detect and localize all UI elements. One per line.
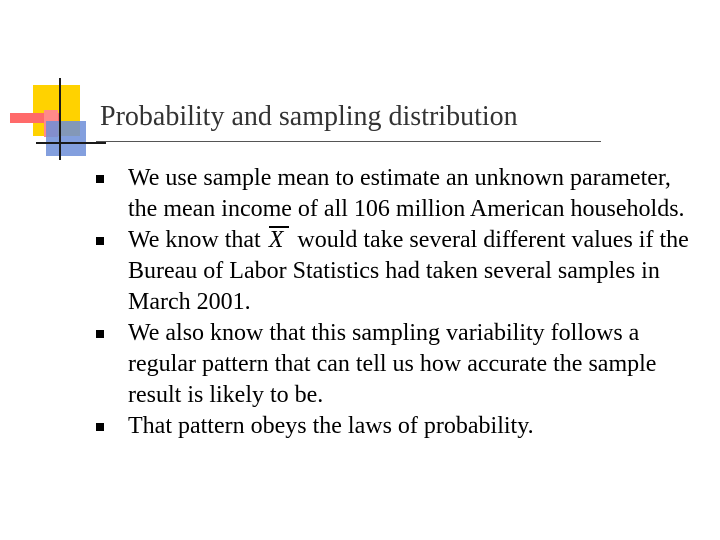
- bullet-text: We also know that this sampling variability follows a regular pattern that can tell us how accurate the sample result is likely to be.: [128, 320, 657, 408]
- bullet-item: [96, 318, 696, 411]
- bullet-text: That pattern obeys the laws of probability.: [128, 413, 534, 439]
- bullet-text: We use sample mean to estimate an unknown parameter, the mean income of all 106 million American households.: [128, 165, 685, 222]
- bullet-list: [96, 163, 696, 442]
- title-underline: [96, 141, 601, 142]
- bullet-item: [96, 163, 696, 225]
- bullet-item: [96, 411, 696, 442]
- ornament-horizontal-line: [36, 142, 106, 144]
- bullet-square-icon: [96, 423, 104, 431]
- bullet-square-icon: [96, 175, 104, 183]
- corner-ornament: [0, 0, 120, 170]
- slide-title: Probability and sampling distribution: [100, 101, 518, 132]
- ornament-vertical-line: [59, 78, 61, 160]
- bullet-square-icon: [96, 237, 104, 245]
- bullet-text-prefix: We know that: [128, 227, 261, 253]
- bullet-text-suffix: would take several different values if the Bureau of Labor Statistics had taken several samples in March 2001.: [128, 227, 689, 315]
- bullet-square-icon: [96, 330, 104, 338]
- x-bar-symbol: X: [267, 225, 292, 256]
- ornament-blue-square: [46, 121, 86, 156]
- bullet-item: [96, 225, 696, 318]
